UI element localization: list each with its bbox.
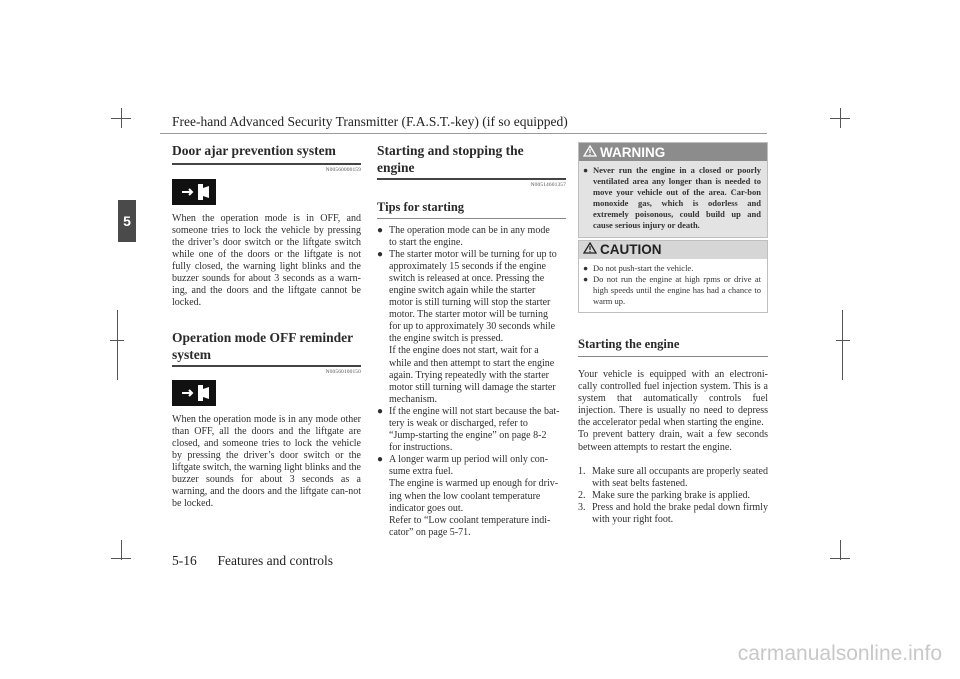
list-item: ● If the engine will not start because the bat- tery is weak or discharged, refer to “Jump-starting the engine” on page 8-2 for instructions. [377,405,560,454]
section-mode-off-reminder [172,329,361,510]
bullet-icon: ● [377,454,384,466]
list-item: 1. Make sure all occupants are properly seated with seat belts fastened. [578,465,768,489]
tips-bullet-list [377,225,566,539]
page-header-title: Free-hand Advanced Security Transmitter (F.A.S.T.-key) (if so equipped) [172,114,568,129]
heading-rule [172,163,361,165]
bullet-icon: ● [583,262,589,273]
page-number: 5-16 [172,553,197,568]
bullet-icon: ● [377,405,384,417]
list-item: ● The operation mode can be in any mode to start the engine. [377,224,550,248]
column-3 [578,142,768,526]
section-heading-line-2: engine [377,160,415,175]
list-item: ● Do not push-start the vehicle. [583,262,694,273]
page-footer [172,553,333,569]
subheading-rule [578,356,768,357]
reference-code: N00560100150 [325,368,361,375]
starting-engine-text: Your vehicle is equipped with an electroni-cally controlled fuel injection system. This is a system that automatically controls fuel injection. There is usually no need to depress the accelerator pedal when starting the engine. To prevent battery drain, wait a few seconds between attempts to restart the engine. [578,368,768,453]
section-door-ajar [172,142,361,309]
step-number: 2. [578,489,586,501]
caution-body [579,259,767,312]
steps-list [578,466,768,526]
key-door-icon [172,179,216,205]
bullet-icon: ● [377,248,384,260]
subheading-rule [377,218,566,219]
key-door-icon [172,380,216,406]
list-item: 2. Make sure the parking brake is applied. [578,489,751,501]
heading-rule [377,178,566,180]
list-item: 3. Press and hold the brake pedal down firmly with your right foot. [578,501,768,525]
list-item: ● The starter motor will be turning for up to approximately 15 seconds if the engine switch is released at once. Pressing the engine switch again while the starter motor is still turning will stop the starter motor. The starter motor will be turning for up to approximately 30 seconds while the engine switch is pressed. If the engine does not start, wait for a while and then attempt to start the engine again. Trying repeatedly with the starter motor still turning will damage the starter mechanism. [377,248,557,405]
list-item: ● A longer warm up period will only con- sume extra fuel. The engine is warmed up enough for driv- ing when the low coolant temperature indicator goes out. Refer to “Low coolant temperature indi- cator” on page 5-71. [377,454,559,538]
chapter-tab: 5 [118,200,136,242]
warning-triangle-icon [583,145,597,160]
warning-header [579,143,767,161]
step-number: 1. [578,465,586,477]
reference-code: N00514601357 [530,181,566,188]
caution-triangle-icon [583,242,597,257]
section-heading: Door ajar prevention system [172,143,336,158]
section-starting-stopping [377,142,566,539]
heading-rule [172,365,361,367]
header-rule [160,133,767,134]
bullet-icon: ● [377,224,384,236]
section-heading-line-2: system [172,347,211,362]
section-heading-line-1: Operation mode OFF reminder [172,330,354,345]
section-heading-line-1: Starting and stopping the [377,143,524,158]
caution-box [578,240,768,313]
subheading-starting-engine: Starting the engine [578,336,680,351]
warning-label: WARNING [600,144,666,160]
watermark: carmanualsonline.info [737,642,942,665]
warning-box [578,142,768,238]
reference-code: N00560000159 [325,166,361,173]
mode-off-reminder-text: When the operation mode is in any mode other than OFF, all the doors and the liftgate are closed, and someone tries to lock the vehicle by pressing the driver’s door switch or the liftgate switch, the warning light blinks and the buzzer sounds for about 3 seconds as a warning, and the doors and the liftgate can-not be locked. [172,413,361,510]
step-number: 3. [578,501,586,513]
caution-header [579,241,767,259]
bullet-icon: ● [583,273,589,284]
list-item: ● Never run the engine in a closed or poorly ventilated area any longer than is needed to move your vehicle out of the area. Car-bon monoxide gas, which is odorless and extremely poisonous, could build up and cause serious injury or death. [583,165,761,231]
warning-body [579,161,767,237]
footer-section: Features and controls [217,553,333,568]
list-item: ● Do not run the engine at high rpms or drive at high speeds until the engine has had a chance to warm up. [583,273,761,306]
door-ajar-text: When the operation mode is in OFF, and someone tries to lock the vehicle by pressing the driver’s door switch or the liftgate switch while one of the doors or the liftgate is not fully closed, the warning light blinks and the buzzer sounds for about 3 seconds as a warn-ing, and the doors and the liftgate cannot be locked. [172,212,361,309]
subheading-tips: Tips for starting [377,199,465,214]
caution-label: CAUTION [600,242,662,258]
bullet-icon: ● [583,165,589,175]
